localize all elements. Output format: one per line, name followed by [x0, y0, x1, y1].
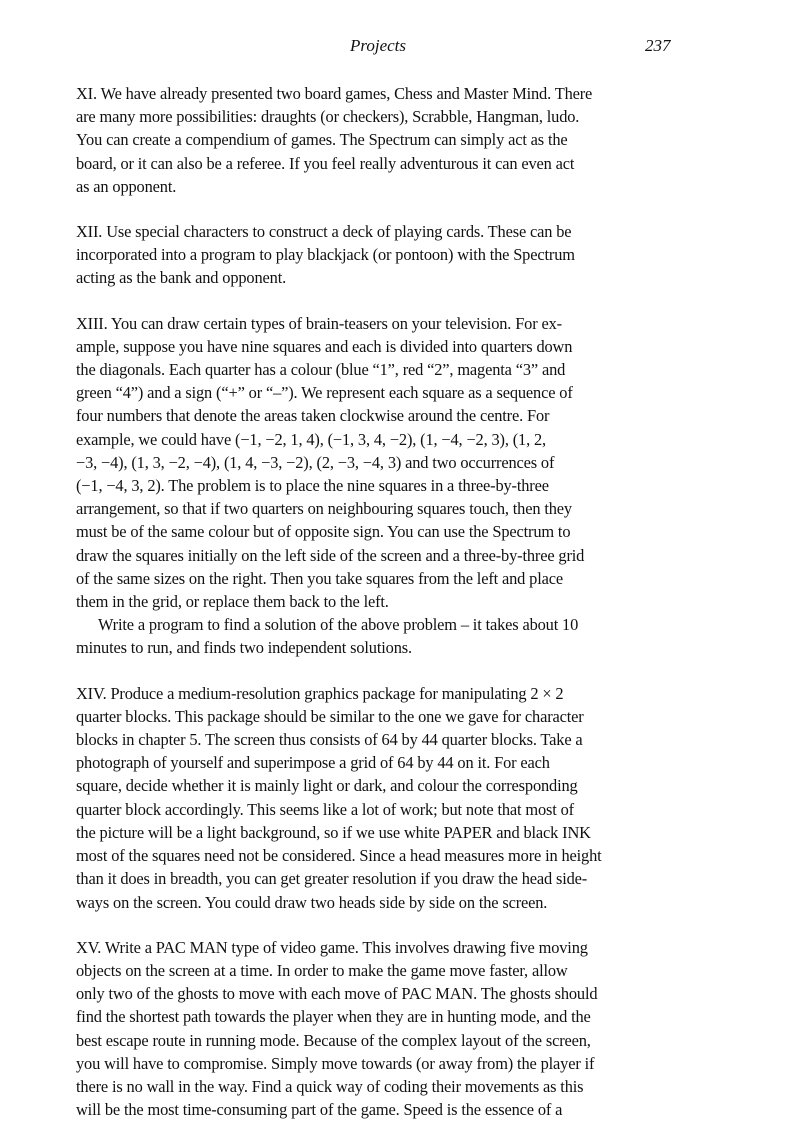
- text-line: ample, suppose you have nine squares and each is divided into quarters down: [76, 336, 573, 356]
- text-line: are many more possibilities: draughts (or checkers), Scrabble, Hangman, ludo.: [76, 107, 580, 127]
- text-line: XV. Write a PAC MAN type of video game. This involves drawing five moving: [76, 937, 588, 957]
- project-xii: [76, 220, 716, 290]
- text-line: blocks in chapter 5. The screen thus consists of 64 by 44 quarter blocks. Take a: [76, 730, 583, 750]
- text-line: than it does in breadth, you can get greater resolution if you draw the head side-: [76, 869, 588, 889]
- text-line: XII. Use special characters to construct a deck of playing cards. These can be: [76, 222, 572, 242]
- paragraph-gap: [76, 660, 716, 682]
- text-line: them in the grid, or replace them back to the left.: [76, 592, 389, 612]
- text-line: minutes to run, and finds two independent solutions.: [76, 638, 412, 658]
- text-line: quarter blocks. This package should be similar to the one we gave for character: [76, 706, 584, 726]
- text-line: XIV. Produce a medium-resolution graphics package for manipulating 2 × 2: [76, 683, 564, 703]
- project-xiii: [76, 312, 716, 660]
- text-line: acting as the bank and opponent.: [76, 268, 287, 288]
- text-line: incorporated into a program to play blackjack (or pontoon) with the Spectrum: [76, 245, 575, 265]
- project-xi: [76, 82, 716, 198]
- text-line: example, we could have (−1, −2, 1, 4), (−1, 3, 4, −2), (1, −4, −2, 3), (1, 2,: [76, 429, 546, 449]
- paragraph-gap: [76, 198, 716, 220]
- text-line: four numbers that denote the areas taken clockwise around the centre. For: [76, 406, 550, 426]
- text-line: −3, −4), (1, 3, −2, −4), (1, 4, −3, −2), (2, −3, −4, 3) and two occurrences of: [76, 452, 555, 472]
- running-title: Projects: [350, 36, 407, 55]
- text-line: you will have to compromise. Simply move towards (or away from) the player if: [76, 1053, 595, 1073]
- text-line: the picture will be a light background, so if we use white PAPER and black INK: [76, 822, 591, 842]
- page-header: [0, 36, 800, 62]
- text-line: the diagonals. Each quarter has a colour (blue “1”, red “2”, magenta “3” and: [76, 360, 566, 380]
- text-line: find the shortest path towards the player when they are in hunting mode, and the: [76, 1007, 591, 1027]
- page-body: [76, 82, 716, 1121]
- text-line: ways on the screen. You could draw two heads side by side on the screen.: [76, 892, 548, 912]
- paragraph-gap: [76, 290, 716, 312]
- project-xv: [76, 936, 716, 1122]
- text-line: (−1, −4, 3, 2). The problem is to place the nine squares in a three-by-three: [76, 476, 549, 496]
- text-line: only two of the ghosts to move with each move of PAC MAN. The ghosts should: [76, 984, 598, 1004]
- text-line: board, or it can also be a referee. If you feel really adventurous it can even act: [76, 153, 575, 173]
- text-line: square, decide whether it is mainly light or dark, and colour the corresponding: [76, 776, 578, 796]
- text-line: quarter block accordingly. This seems like a lot of work; but note that most of: [76, 799, 574, 819]
- text-line: XI. We have already presented two board games, Chess and Master Mind. There: [76, 84, 593, 103]
- text-line: there is no wall in the way. Find a quick way of coding their movements as this: [76, 1076, 584, 1096]
- text-line: most of the squares need not be considered. Since a head measures more in height: [76, 846, 602, 866]
- text-line: draw the squares initially on the left side of the screen and a three-by-three grid: [76, 545, 585, 565]
- text-line: XIII. You can draw certain types of brain-teasers on your television. For ex-: [76, 313, 562, 333]
- paragraph-gap: [76, 914, 716, 936]
- text-line: green “4”) and a sign (“+” or “–”). We represent each square as a sequence of: [76, 383, 573, 403]
- text-line: best escape route in running mode. Because of the complex layout of the screen,: [76, 1030, 591, 1050]
- text-line: of the same sizes on the right. Then you take squares from the left and place: [76, 568, 563, 588]
- text-line: must be of the same colour but of opposite sign. You can use the Spectrum to: [76, 522, 571, 542]
- text-line: Write a program to find a solution of the above problem – it takes about 10: [98, 615, 579, 635]
- project-xiv: [76, 682, 716, 914]
- page-number: 237: [645, 36, 671, 55]
- text-line: objects on the screen at a time. In order to make the game move faster, allow: [76, 960, 568, 980]
- text-line: arrangement, so that if two quarters on neighbouring squares touch, then they: [76, 499, 572, 519]
- text-line: will be the most time-consuming part of the game. Speed is the essence of a: [76, 1100, 563, 1120]
- text-line: as an opponent.: [76, 176, 177, 196]
- text-line: You can create a compendium of games. The Spectrum can simply act as the: [76, 130, 568, 150]
- text-line: photograph of yourself and superimpose a grid of 64 by 44 on it. For each: [76, 753, 550, 773]
